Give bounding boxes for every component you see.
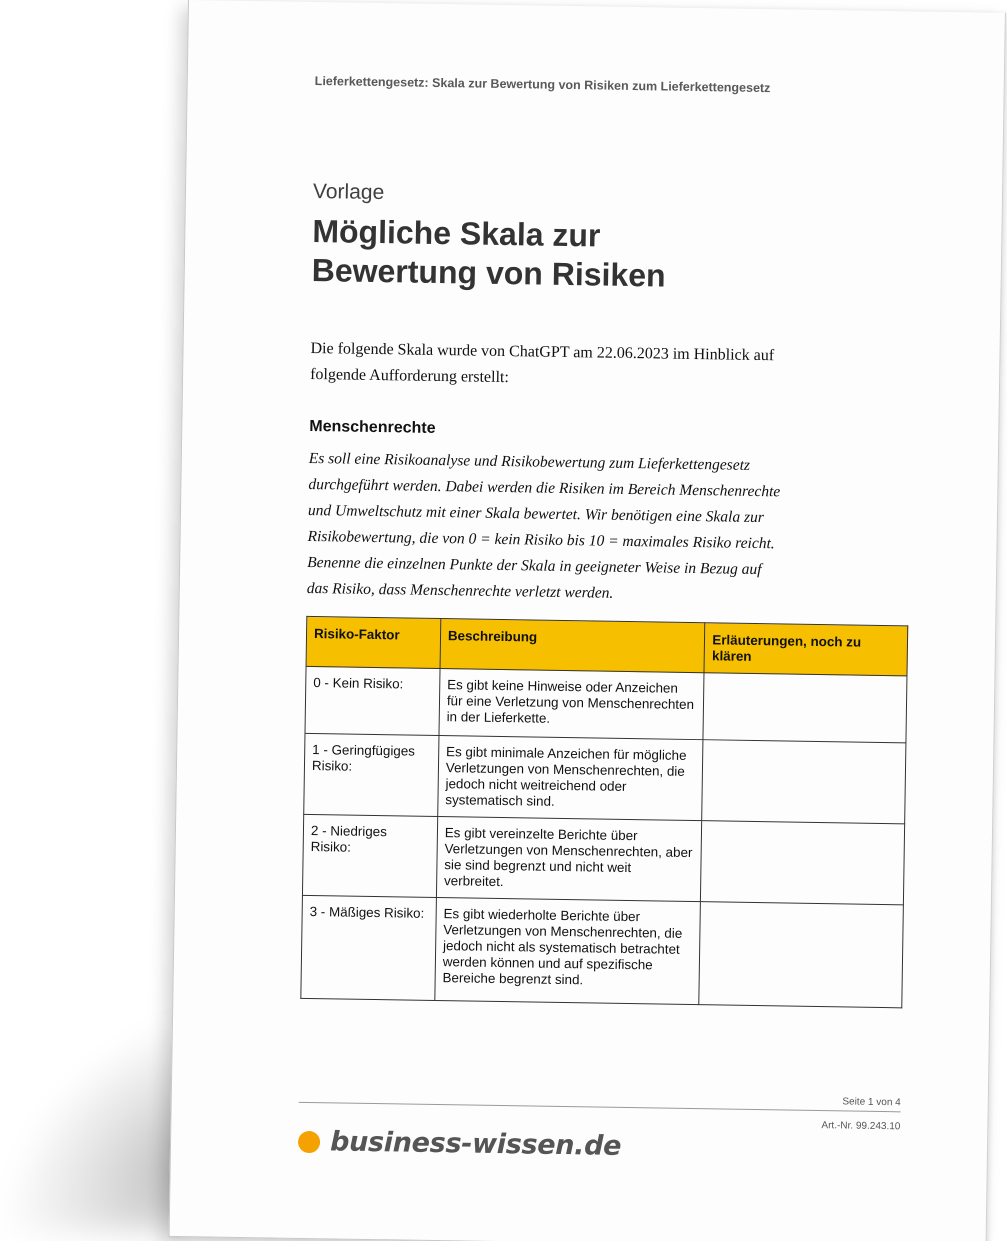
risk-scale-table [300, 616, 908, 1008]
article-number: Art.-Nr. 99.243.10 [821, 1120, 901, 1133]
intro-line-2: folgende Aufforderung erstellt: [309, 365, 510, 387]
cell-notes [702, 740, 906, 824]
logo-dot-icon [298, 1130, 320, 1152]
cell-notes [701, 821, 905, 905]
prompt-line-2: durchgeführt werden. Dabei werden die Risiken im Bereich Menschenrechte [308, 475, 781, 501]
logo-text: business-wissen.de [329, 1126, 622, 1162]
document-title-line-2: Bewertung von Risiken [311, 251, 666, 294]
table-row [302, 814, 904, 904]
document-title [311, 212, 666, 296]
running-head: Lieferkettengesetz: Skala zur Bewertung von Risiken zum Lieferkettengesetz [314, 74, 771, 96]
header-notes: Erläuterungen, noch zu klären [704, 623, 907, 676]
intro-paragraph [310, 336, 781, 395]
cell-risk-factor: 1 - Geringfügiges Risiko: [304, 733, 439, 816]
header-risk-factor: Risiko-Faktor [306, 616, 441, 668]
header-description: Beschreibung [440, 619, 705, 673]
cell-notes [699, 902, 903, 1008]
prompt-line-3: und Umweltschutz mit einer Skala bewertet. Wir benötigen eine Skala zur [307, 501, 764, 527]
document-type-label: Vorlage [312, 179, 385, 205]
cell-risk-factor: 2 - Niedriges Risiko: [302, 814, 437, 897]
cell-description: Es gibt vereinzelte Berichte über Verletzungen von Menschenrechten, aber sie sind begrenzt und nicht weit verbreitet. [436, 817, 702, 902]
prompt-line-5: Benenne die einzelnen Punkte der Skala in geeigneter Weise in Bezug auf [307, 553, 762, 579]
footer-divider [299, 1102, 901, 1112]
table-row [301, 895, 904, 1007]
section-heading: Menschenrechte [309, 417, 436, 437]
cell-risk-factor: 0 - Kein Risiko: [305, 666, 440, 735]
cell-notes [703, 673, 907, 743]
publisher-logo [298, 1126, 622, 1162]
document-page [169, 0, 1006, 1241]
cell-description: Es gibt keine Hinweise oder Anzeichen für eine Verletzung von Menschenrechten in der Lieferkette. [439, 669, 704, 740]
prompt-paragraph [307, 446, 785, 609]
document-title-line-1: Mögliche Skala zur [312, 212, 601, 254]
intro-line-1: Die folgende Skala wurde von ChatGPT am 22.06.2023 im Hinblick auf [310, 339, 775, 365]
cell-description: Es gibt wiederholte Berichte über Verletzungen von Menschenrechten, die jedoch nicht als systematisch betrachtet werden können und auf spezifische Bereiche begrenzt sind. [435, 898, 701, 1005]
prompt-line-6: das Risiko, dass Menschenrechte verletzt werden. [306, 579, 614, 602]
page-number: Seite 1 von 4 [842, 1096, 901, 1109]
cell-risk-factor: 3 - Mäßiges Risiko: [301, 895, 436, 1000]
page-content [306, 2, 926, 1162]
table-row [305, 666, 907, 742]
prompt-line-4: Risikobewertung, die von 0 = kein Risiko bis 10 = maximales Risiko reicht. [307, 527, 775, 553]
table-row [304, 733, 906, 823]
prompt-line-1: Es soll eine Risikoanalyse und Risikobewertung zum Lieferkettengesetz [308, 449, 751, 474]
cell-description: Es gibt minimale Anzeichen für mögliche Verletzungen von Menschenrechten, die jedoch nicht weitreichend oder systematisch sind. [438, 736, 704, 821]
